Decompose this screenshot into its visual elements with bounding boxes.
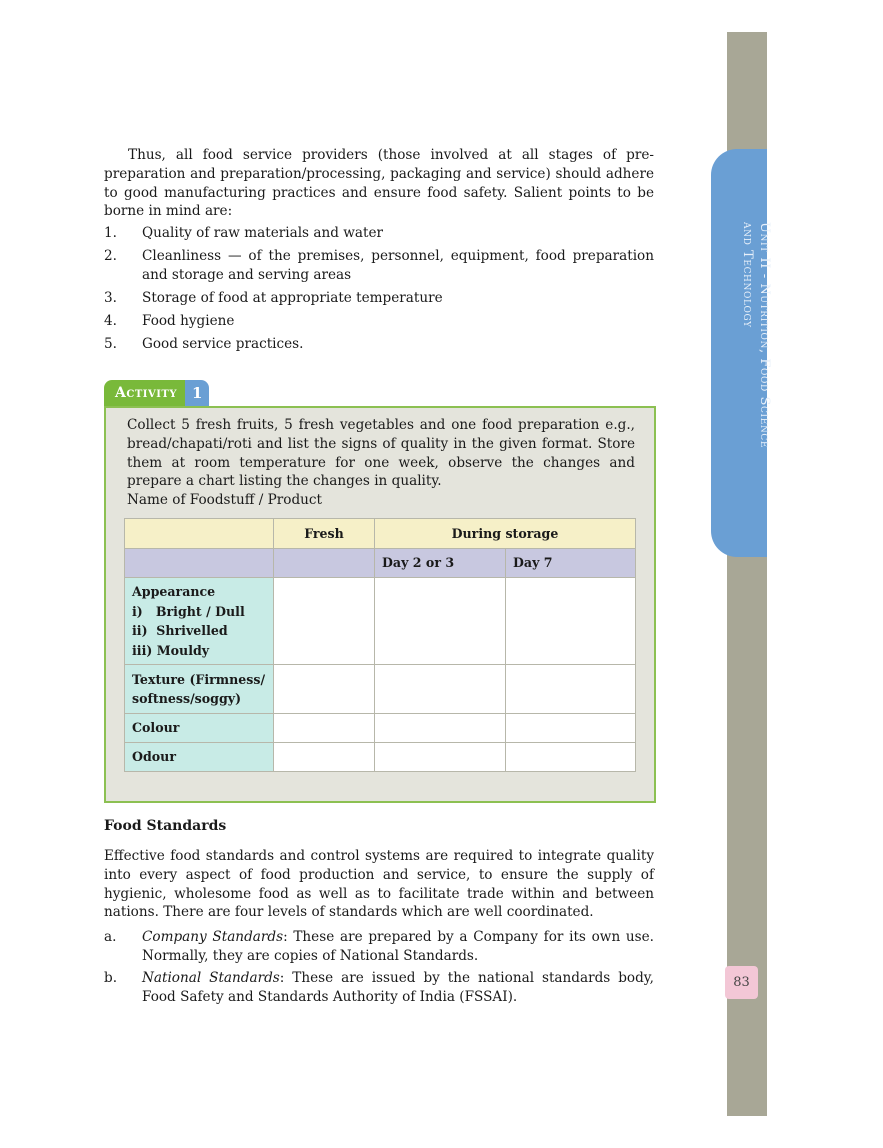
col-day-7: Day 7 bbox=[506, 549, 636, 578]
list-item-letter: b. bbox=[104, 970, 118, 987]
list-item-text: Quality of raw materials and water bbox=[142, 225, 383, 241]
standard-description: : These are issued by the national standards body, Food Safety and Standards Authority of India (FSSAI). bbox=[142, 970, 654, 1005]
appearance-title: Appearance bbox=[132, 584, 216, 599]
list-item bbox=[104, 224, 654, 243]
table-header-row bbox=[125, 519, 636, 549]
list-item bbox=[104, 969, 654, 1007]
unit-title-line1: Unit II - Nutrition, Food Science bbox=[757, 222, 772, 448]
list-item bbox=[104, 335, 654, 354]
row-label-colour: Colour bbox=[125, 714, 274, 743]
table-header-blank bbox=[125, 519, 274, 549]
list-item-number: 2. bbox=[104, 247, 117, 264]
activity-number: 1 bbox=[185, 380, 209, 407]
col-day-2-or-3: Day 2 or 3 bbox=[375, 549, 506, 578]
appearance-item: i) Bright / Dull bbox=[132, 603, 245, 619]
list-item bbox=[104, 312, 654, 331]
texture-line: Texture (Firmness/ bbox=[132, 671, 266, 687]
table-row bbox=[125, 714, 636, 743]
list-item bbox=[104, 928, 654, 966]
activity-tab bbox=[104, 380, 209, 407]
texture-line: softness/soggy) bbox=[132, 691, 242, 706]
table-subheader-blank bbox=[274, 549, 375, 578]
list-item bbox=[104, 247, 654, 285]
list-item-text: Good service practices. bbox=[142, 335, 304, 352]
activity-label: Activity bbox=[104, 380, 185, 407]
salient-points-list bbox=[104, 224, 654, 358]
unit-title-line2: and Technology bbox=[740, 222, 755, 328]
unit-title bbox=[739, 222, 773, 448]
table-cell bbox=[506, 665, 636, 714]
list-item-number: 5. bbox=[104, 335, 117, 352]
standard-term: Company Standards bbox=[142, 929, 284, 945]
table-cell bbox=[274, 743, 375, 772]
table-subheader-row bbox=[125, 549, 636, 578]
intro-paragraph: Thus, all food service providers (those involved at all stages of pre-preparation and preparation/processing, packaging and service) should adhere to good manufacturing practices and ensure food safety. Salient points to be borne in mind are: bbox=[104, 147, 654, 220]
col-during-storage: During storage bbox=[375, 519, 636, 549]
row-label-texture bbox=[125, 665, 274, 714]
page-number: 83 bbox=[725, 966, 758, 999]
table-cell bbox=[375, 743, 506, 772]
table-cell bbox=[274, 578, 375, 665]
col-fresh: Fresh bbox=[274, 519, 375, 549]
table-row bbox=[125, 743, 636, 772]
table-cell bbox=[506, 578, 636, 665]
table-row bbox=[125, 665, 636, 714]
list-item-letter: a. bbox=[104, 929, 117, 945]
quality-table bbox=[124, 518, 636, 772]
row-label-appearance bbox=[125, 578, 274, 665]
table-cell bbox=[274, 665, 375, 714]
table-cell bbox=[506, 714, 636, 743]
table-cell bbox=[506, 743, 636, 772]
appearance-item: iii) Mouldy bbox=[132, 642, 210, 658]
table-cell bbox=[274, 714, 375, 743]
list-item-text: Food hygiene bbox=[142, 312, 235, 329]
list-item-number: 4. bbox=[104, 312, 117, 329]
table-cell bbox=[375, 714, 506, 743]
row-label-odour: Odour bbox=[125, 743, 274, 772]
list-item-text: Storage of food at appropriate temperature bbox=[142, 289, 443, 306]
activity-instructions: Collect 5 fresh fruits, 5 fresh vegetables and one food preparation e.g., bread/chapati/roti and list the signs of quality in the given format. Store them at room temperature for one week, observe the changes and prepare a chart listing the changes in quality. bbox=[127, 417, 635, 490]
table-subheader-blank bbox=[125, 549, 274, 578]
section-heading-food-standards: Food Standards bbox=[104, 818, 227, 834]
list-item bbox=[104, 289, 654, 308]
appearance-item: ii) Shrivelled bbox=[132, 623, 228, 638]
list-item-number: 3. bbox=[104, 289, 117, 306]
table-cell bbox=[375, 578, 506, 665]
standard-term: National Standards bbox=[142, 970, 280, 987]
standards-levels-list bbox=[104, 928, 654, 1010]
activity-name-line: Name of Foodstuff / Product bbox=[127, 492, 322, 508]
list-item-text: Cleanliness — of the premises, personnel, equipment, food preparation and storage and serving areas bbox=[142, 247, 654, 283]
activity-box bbox=[104, 406, 656, 803]
standard-description: : These are prepared by a Company for its own use. Normally, they are copies of National Standards. bbox=[142, 929, 655, 964]
food-standards-paragraph: Effective food standards and control systems are required to integrate quality into every aspect of food production and service, to ensure the supply of hygienic, wholesome food as well as to facilitate trade within and between nations. There are four levels of standards which are well coordinated. bbox=[104, 848, 654, 921]
table-cell bbox=[375, 665, 506, 714]
list-item-number: 1. bbox=[104, 225, 117, 241]
table-row bbox=[125, 578, 636, 665]
